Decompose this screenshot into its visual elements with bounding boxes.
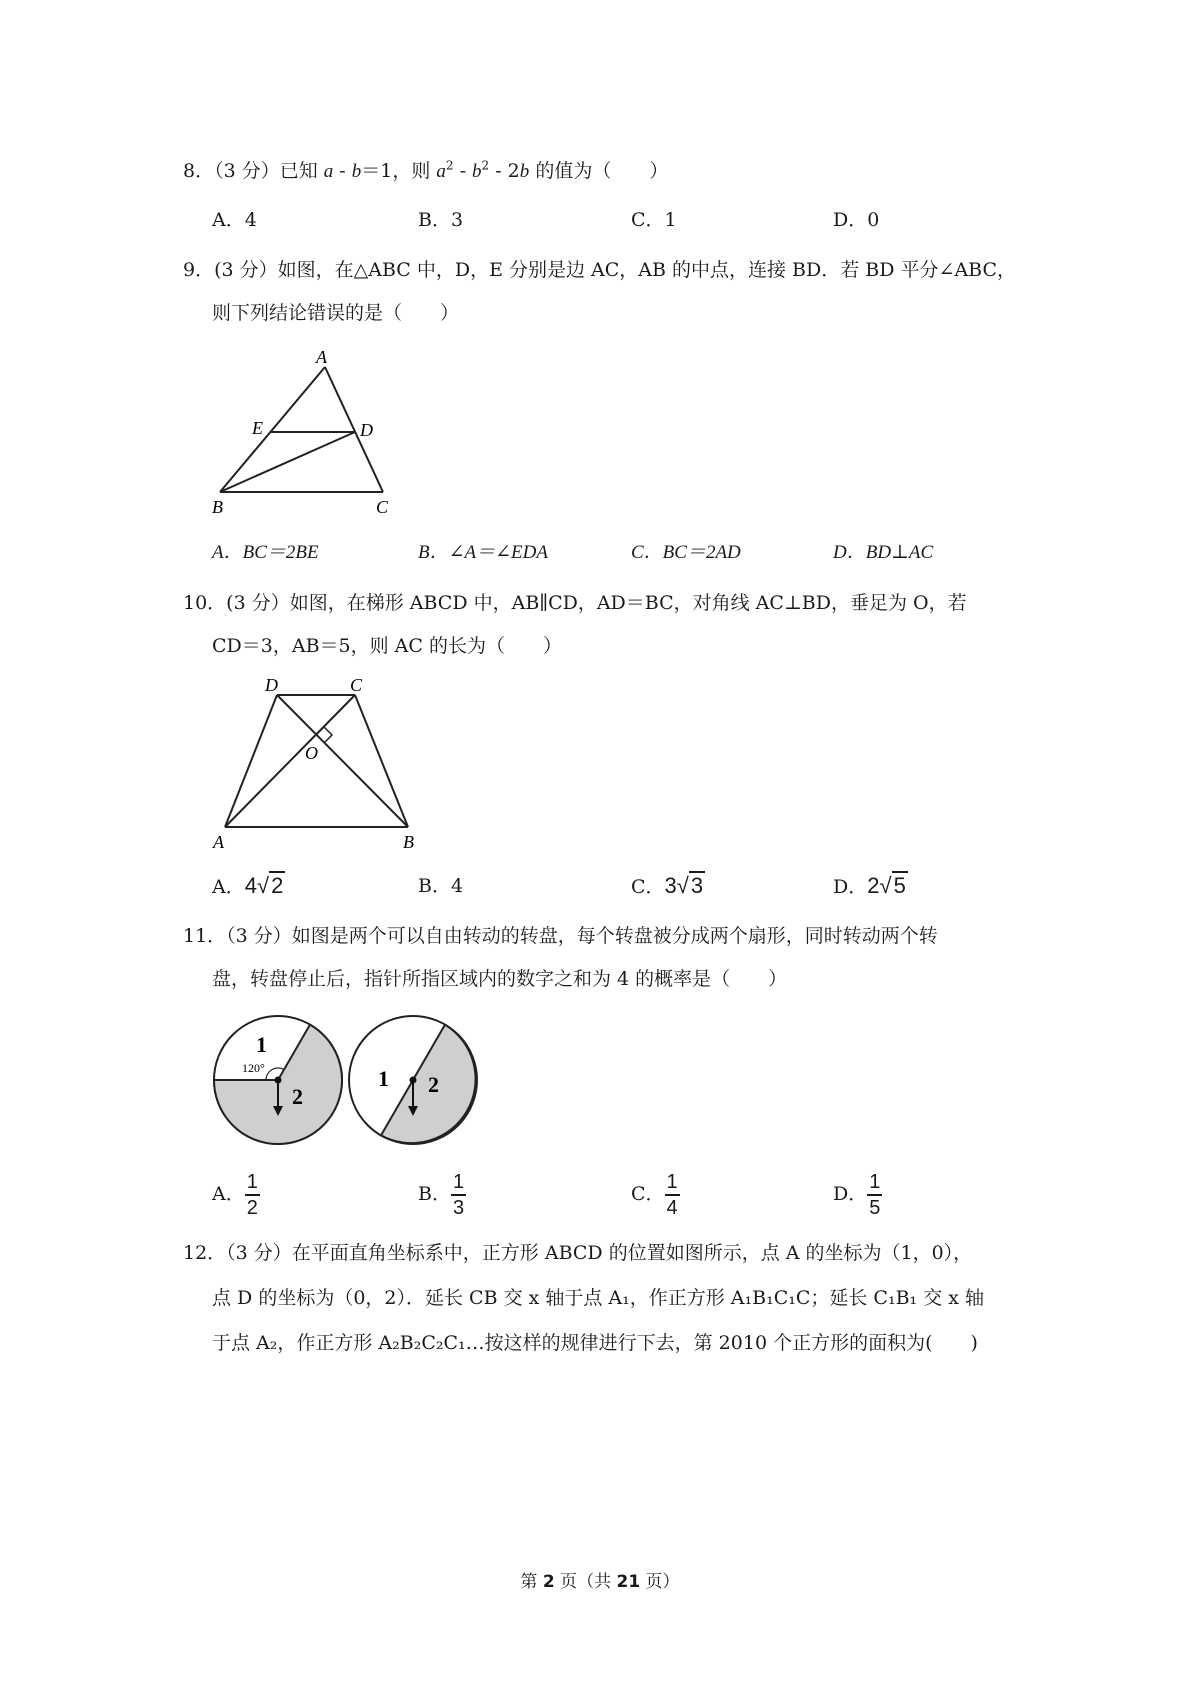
q10-option-d[interactable]: D．2√5 <box>833 873 906 898</box>
question-10-stem-line1: 10．(3 分）如图，在梯形 ABCD 中，AB∥CD，AD＝BC，对角线 AC⊥BD，垂足为 O，若 <box>183 592 967 614</box>
q8-option-a[interactable]: A．4 <box>212 209 257 231</box>
q9-option-c[interactable]: C．BC＝2AD <box>631 542 741 563</box>
q10-option-a[interactable]: A．4√2 <box>212 873 284 898</box>
q11-option-d[interactable]: D． $\frac{1}{5}$ <box>833 1171 881 1219</box>
question-9-stem-line2: 则下列结论错误的是（ ） <box>212 302 460 324</box>
q10-label-o: O <box>305 743 318 763</box>
q10-label-c: C <box>350 675 363 695</box>
question-8-stem: 8．（3 分）已知 a - b＝1，则 $a^2 - b^2 - 2b$ 的值为（ ） <box>183 158 669 182</box>
spinner-1-label-2: 2 <box>292 1084 303 1109</box>
q8-option-b[interactable]: B．3 <box>418 209 464 231</box>
spinner-1-label-1: 1 <box>256 1032 267 1057</box>
q10-option-c[interactable]: C．3√3 <box>631 873 704 898</box>
question-10-stem-line2: CD＝3，AB＝5，则 AC 的长为（ ） <box>212 635 562 657</box>
q8-option-c[interactable]: C．1 <box>631 209 677 231</box>
q11-option-c[interactable]: C． $\frac{1}{4}$ <box>631 1171 678 1219</box>
q10-label-a: A <box>213 832 224 852</box>
question-9-stem-line1: 9．(3 分）如图，在△ABC 中，D，E 分别是边 AC，AB 的中点，连接 BD．若 BD 平分∠ABC， <box>183 259 1017 281</box>
q11-option-a[interactable]: A． $\frac{1}{2}$ <box>212 1171 258 1219</box>
question-11-stem-line1: 11．（3 分）如图是两个可以自由转动的转盘，每个转盘被分成两个扇形，同时转动两个转 <box>183 925 938 947</box>
q9-label-c: C <box>376 497 389 517</box>
q9-label-a: A <box>316 347 327 367</box>
q9-label-d: D <box>360 420 373 440</box>
q10-option-b[interactable]: B．4 <box>418 875 464 897</box>
question-12-stem-line2: 点 D 的坐标为（0，2）．延长 CB 交 x 轴于点 A₁，作正方形 A₁B₁C₁C；延长 C₁B₁ 交 x 轴 <box>212 1287 984 1309</box>
spinner-2 <box>349 1016 477 1144</box>
q10-label-d: D <box>265 675 278 695</box>
question-12-stem-line1: 12．（3 分）在平面直角坐标系中，正方形 ABCD 的位置如图所示，点 A 的坐标为（1，0）， <box>183 1242 973 1264</box>
q8-option-d[interactable]: D．0 <box>833 209 880 231</box>
q11-option-b[interactable]: B． $\frac{1}{3}$ <box>418 1171 465 1219</box>
q10-label-b: B <box>403 832 414 852</box>
q11-spinners-figure <box>208 1010 488 1150</box>
spinner-1-angle: 120° <box>242 1061 265 1075</box>
page-footer: 第 2 页（共 21 页） <box>520 1572 680 1592</box>
spinner-2-label-1: 1 <box>378 1066 389 1091</box>
spinner-1 <box>214 1016 342 1144</box>
q10-trapezoid-figure <box>205 675 435 855</box>
q9-option-a[interactable]: A．BC＝2BE <box>212 542 319 563</box>
question-11-stem-line2: 盘，转盘停止后，指针所指区域内的数字之和为 4 的概率是（ ） <box>212 968 788 990</box>
q9-option-b[interactable]: B．∠A＝∠EDA <box>418 542 548 563</box>
question-12-stem-line3: 于点 A₂，作正方形 A₂B₂C₂C₁…按这样的规律进行下去，第 2010 个正方形的面积为( ) <box>212 1332 978 1354</box>
q9-option-d[interactable]: D．BD⊥AC <box>833 542 934 563</box>
q9-label-b: B <box>212 497 223 517</box>
q9-triangle-figure <box>205 345 405 520</box>
q9-label-e: E <box>252 418 263 438</box>
spinner-2-label-2: 2 <box>428 1072 439 1097</box>
